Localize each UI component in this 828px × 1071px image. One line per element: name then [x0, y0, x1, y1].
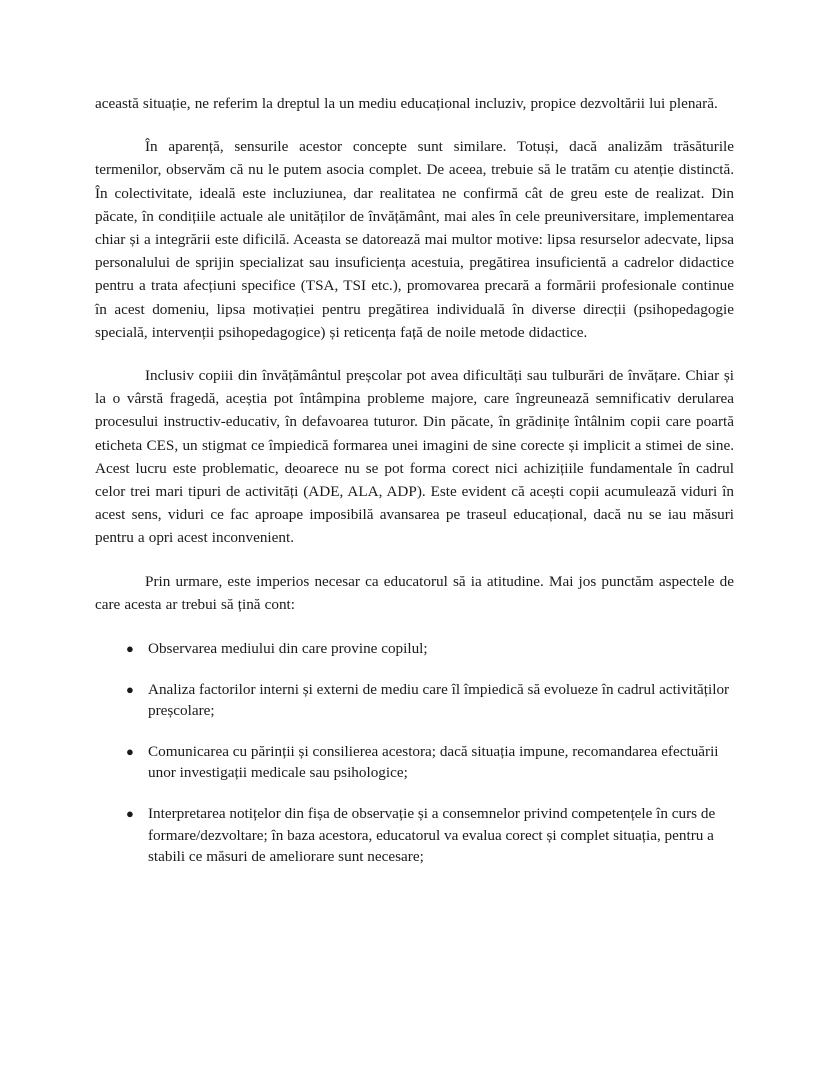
paragraph-spacer: [95, 550, 734, 570]
paragraph-3: Inclusiv copiii din învățământul preșcolar pot avea dificultăți sau tulburări de învățare. Chiar și la o vârstă fragedă, aceștia pot întâmpina probleme majore, care îngreunează semnificativ derularea procesului instructiv-educativ, în defavoarea tuturor. Din păcate, în grădinițe întâlnim copii care poartă eticheta CES, un stigmat ce împiedică formarea unei imagini de sine corecte și implicit a stimei de sine. Acest lucru este problematic, deoarece nu se pot forma corect nici achizițiile fundamentale în cadrul celor trei mari tipuri de activități (ADE, ALA, ADP). Este evident că acești copii acumulează viduri în acest sens, viduri ce fac aproape imposibilă avansarea pe traseul educațional, dacă nu se iau măsuri pentru a opri acest inconvenient.: [95, 367, 734, 547]
document-body: [95, 92, 734, 868]
list-item-label: Interpretarea notițelor din fișa de observație și a consemnelor privind competențele în curs de formare/dezvoltare; în baza acestora, educatorul va evalua corect și complet situația, pentru a stabili ce măsuri de ameliorare sunt necesare;: [148, 805, 716, 866]
bullet-icon: ●: [126, 743, 134, 759]
list-item-label: Comunicarea cu părinții și consilierea acestora; dacă situația impune, recomandarea efectuării unor investigații medicale sau psihologice;: [148, 742, 719, 782]
bullet-icon: ●: [126, 641, 134, 657]
list-item: [95, 638, 734, 660]
list-item-label: Analiza factorilor interni și externi de mediu care îl împiedică să evolueze în cadrul activităților preșcolare;: [148, 680, 730, 720]
list-item: [95, 741, 734, 784]
paragraph-2: În aparență, sensurile acestor concepte sunt similare. Totuși, dacă analizăm trăsăturile termenilor, observăm că nu le putem asocia complet. De aceea, trebuie să le tratăm cu atenție distinctă. În colectivitate, ideală este incluziunea, dar realitatea ne confirmă cât de greu este de realizat. Din păcate, în condițiile actuale ale unităților de învățământ, mai ales în cele preuniversitare, implementarea chiar și a integrării este dificilă. Aceasta se datorează mai multor motive: lipsa resurselor adecvate, lipsa personalului de sprijin specializat sau insuficiența acestuia, pregătirea insuficientă a cadrelor didactice pentru a trata afecțiuni specifice (TSA, TSI etc.), promovarea precară a formării profesionale continue în acest domeniu, lipsa motivației pentru pregătirea individuală în diverse direcții (psihopedagogie specială, intervenții psihopedagogice) și reticența față de noile metode didactice.: [95, 138, 734, 341]
paragraph-1: această situație, ne referim la dreptul la un mediu educațional incluziv, propice dezvoltării lui plenară.: [95, 95, 718, 112]
aspects-bullet-list: [95, 638, 734, 868]
bullet-icon: ●: [126, 681, 134, 697]
paragraph-spacer: [95, 344, 734, 364]
list-item: [95, 679, 734, 722]
list-item: [95, 803, 734, 868]
list-spacer: [95, 616, 734, 638]
paragraph-4: Prin urmare, este imperios necesar ca educatorul să ia atitudine. Mai jos punctăm aspectele de care acesta ar trebui să țină cont:: [95, 572, 734, 613]
bullet-icon: ●: [126, 806, 134, 822]
list-item-label: Observarea mediului din care provine copilul;: [148, 640, 428, 658]
paragraph-spacer: [95, 115, 734, 135]
